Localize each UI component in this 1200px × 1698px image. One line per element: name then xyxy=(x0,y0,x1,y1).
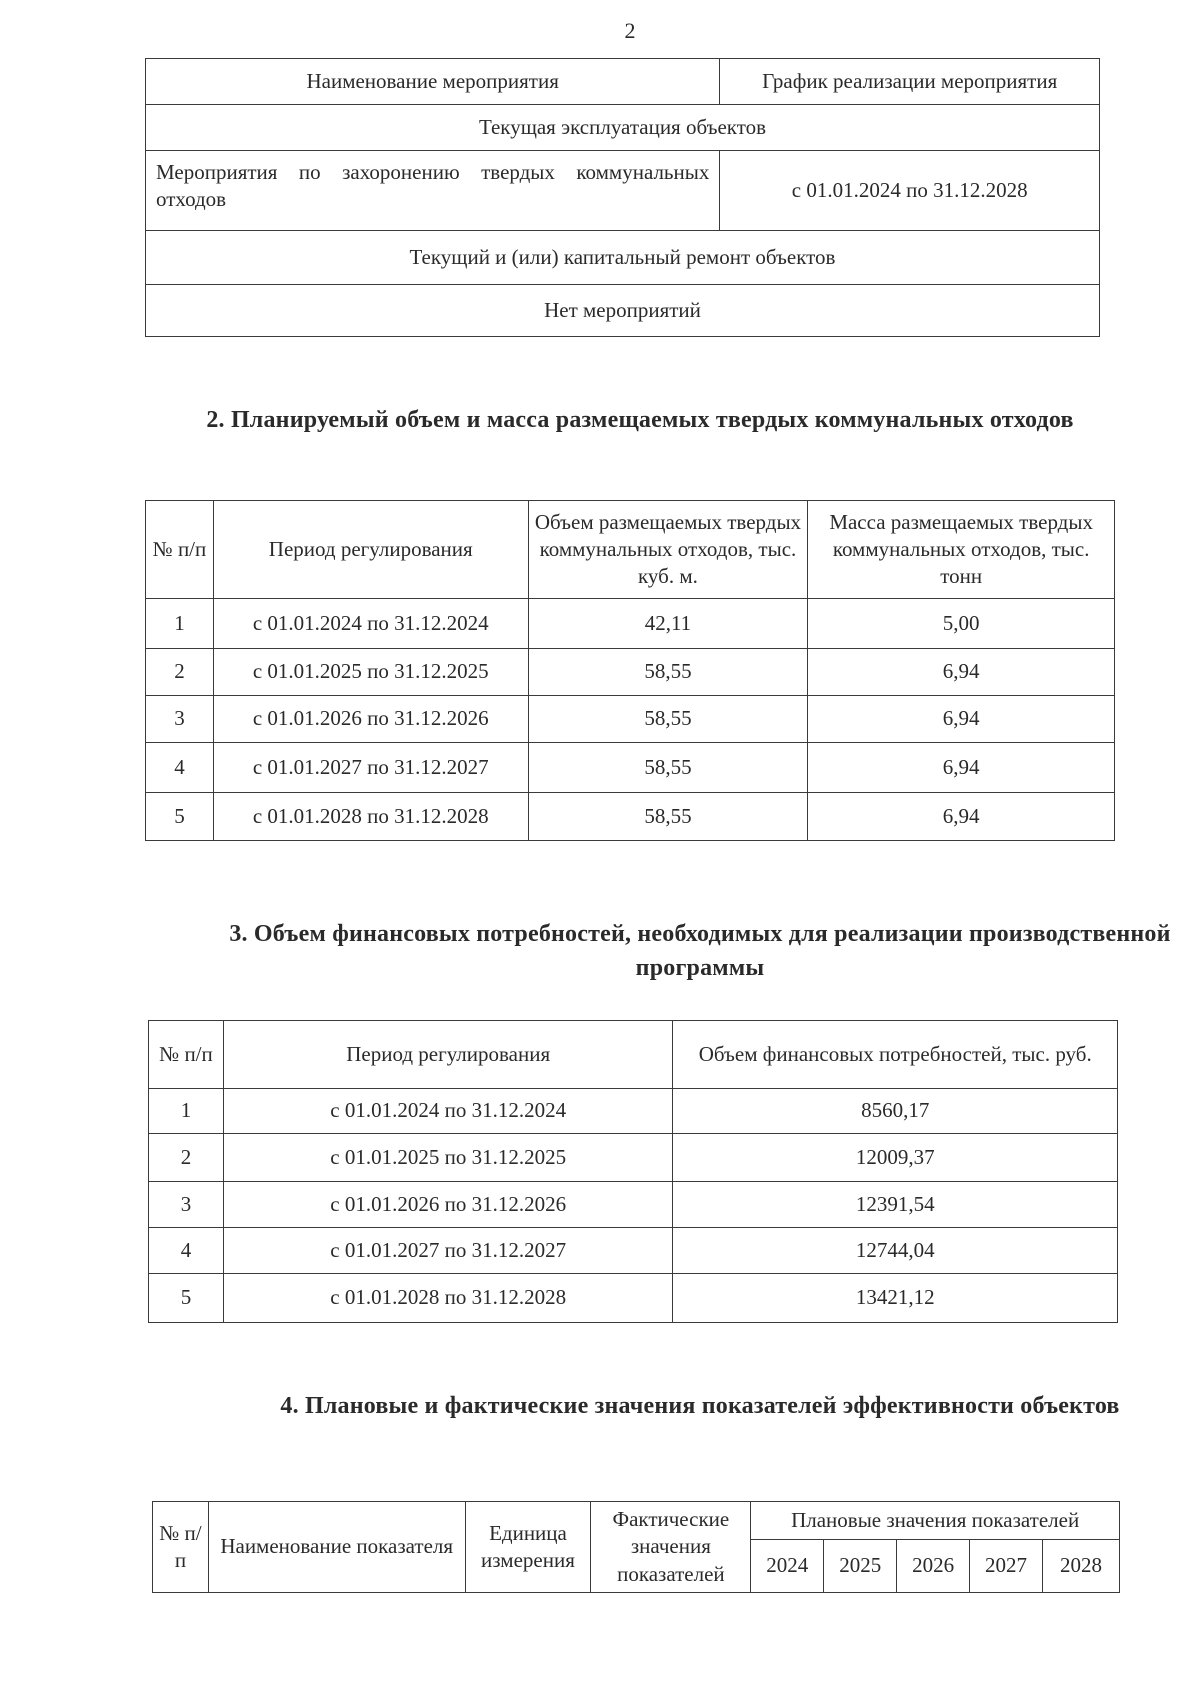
header-volume: Объем размещаемых твердых коммунальных отходов, тыс. куб. м. xyxy=(528,501,808,599)
row-period: с 01.01.2026 по 31.12.2026 xyxy=(223,1182,673,1228)
header-num: № п/п xyxy=(146,501,214,599)
row-period: с 01.01.2024 по 31.12.2024 xyxy=(223,1089,673,1134)
header-mass: Масса размещаемых твердых коммунальных отходов, тыс. тонн xyxy=(808,501,1115,599)
section-title-4: 4. Плановые и фактические значения показателей эффективности объектов xyxy=(280,1393,1120,1419)
row-volume: 58,55 xyxy=(528,696,808,743)
row-finance: 12009,37 xyxy=(673,1134,1118,1182)
row-num: 2 xyxy=(146,649,214,696)
section-title-3: 3. Объем финансовых потребностей, необходимых для реализации производственной программы xyxy=(229,921,1171,981)
row-volume: 58,55 xyxy=(528,793,808,841)
row-finance: 13421,12 xyxy=(673,1274,1118,1323)
row-num: 5 xyxy=(146,793,214,841)
measures-table xyxy=(145,58,1100,337)
row-finance: 12391,54 xyxy=(673,1182,1118,1228)
volume-mass-table xyxy=(145,500,1115,841)
page-number: 2 xyxy=(624,18,636,43)
header-year: 2027 xyxy=(970,1540,1043,1593)
header-unit: Единица измерения xyxy=(465,1502,591,1593)
table-row xyxy=(146,793,1115,841)
row-num: 4 xyxy=(149,1228,224,1274)
row-volume: 42,11 xyxy=(528,599,808,649)
header-year: 2028 xyxy=(1043,1540,1120,1593)
header-actual: Фактические значения показателей xyxy=(591,1502,751,1593)
header-measure-name: Наименование мероприятия xyxy=(146,59,720,105)
row-num: 2 xyxy=(149,1134,224,1182)
row-mass: 6,94 xyxy=(808,649,1115,696)
financial-table xyxy=(148,1020,1118,1323)
header-planned: Плановые значения показателей xyxy=(751,1502,1120,1540)
row-mass: 6,94 xyxy=(808,696,1115,743)
row-num: 3 xyxy=(149,1182,224,1228)
row-mass: 6,94 xyxy=(808,793,1115,841)
efficiency-table xyxy=(152,1501,1120,1593)
table-row xyxy=(149,1182,1118,1228)
row-period: с 01.01.2028 по 31.12.2028 xyxy=(213,793,528,841)
table-row xyxy=(146,743,1115,793)
section-no-measures: Нет мероприятий xyxy=(146,285,1100,337)
row-mass: 6,94 xyxy=(808,743,1115,793)
row-period: с 01.01.2025 по 31.12.2025 xyxy=(213,649,528,696)
table-row xyxy=(149,1134,1118,1182)
table-row xyxy=(149,1274,1118,1323)
header-num: № п/п xyxy=(149,1021,224,1089)
header-year: 2024 xyxy=(751,1540,824,1593)
table-row xyxy=(146,599,1115,649)
row-period: с 01.01.2026 по 31.12.2026 xyxy=(213,696,528,743)
table-row xyxy=(146,649,1115,696)
row-num: 5 xyxy=(149,1274,224,1323)
header-measure-schedule: График реализации мероприятия xyxy=(720,59,1100,105)
row-period: с 01.01.2027 по 31.12.2027 xyxy=(213,743,528,793)
section-repair: Текущий и (или) капитальный ремонт объектов xyxy=(146,231,1100,285)
row-volume: 58,55 xyxy=(528,649,808,696)
header-period: Период регулирования xyxy=(223,1021,673,1089)
row-period: с 01.01.2025 по 31.12.2025 xyxy=(223,1134,673,1182)
section-title-2: 2. Планируемый объем и масса размещаемых твердых коммунальных отходов xyxy=(206,407,1074,433)
header-finance: Объем финансовых потребностей, тыс. руб. xyxy=(673,1021,1118,1089)
row-num: 4 xyxy=(146,743,214,793)
row-mass: 5,00 xyxy=(808,599,1115,649)
row-num: 3 xyxy=(146,696,214,743)
row-period: с 01.01.2027 по 31.12.2027 xyxy=(223,1228,673,1274)
measure-schedule-cell: с 01.01.2024 по 31.12.2028 xyxy=(720,151,1100,231)
header-indicator: Наименование показателя xyxy=(208,1502,465,1593)
row-period: с 01.01.2024 по 31.12.2024 xyxy=(213,599,528,649)
header-year: 2026 xyxy=(897,1540,970,1593)
row-volume: 58,55 xyxy=(528,743,808,793)
table-row xyxy=(149,1228,1118,1274)
header-period: Период регулирования xyxy=(213,501,528,599)
section-current-operation: Текущая эксплуатация объектов xyxy=(146,105,1100,151)
row-period: с 01.01.2028 по 31.12.2028 xyxy=(223,1274,673,1323)
measure-name-cell: Мероприятия по захоронению твердых коммунальных отходов xyxy=(146,151,720,231)
header-num: № п/п xyxy=(153,1502,209,1593)
row-finance: 8560,17 xyxy=(673,1089,1118,1134)
row-finance: 12744,04 xyxy=(673,1228,1118,1274)
row-num: 1 xyxy=(149,1089,224,1134)
table-row xyxy=(149,1089,1118,1134)
header-year: 2025 xyxy=(824,1540,897,1593)
row-num: 1 xyxy=(146,599,214,649)
table-row xyxy=(146,696,1115,743)
